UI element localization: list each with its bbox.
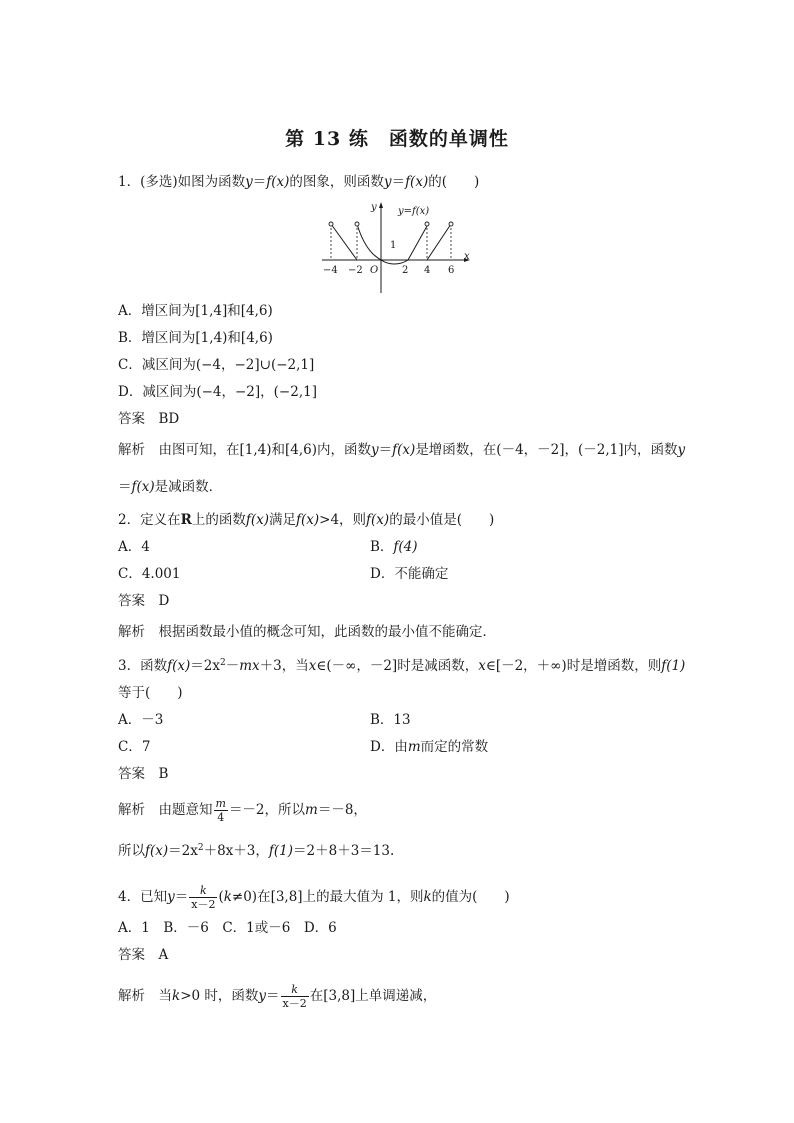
- tick-label: −4: [323, 265, 338, 276]
- q1-explanation-cont: ＝f(x)是减函数．: [118, 479, 223, 495]
- y-axis-label: y: [371, 202, 377, 213]
- fraction-k-over-x-minus-2: $\frac{k}{x-2}$: [191, 884, 216, 911]
- q2-explanation: 解析 根据函数最小值的概念可知，此函数的最小值不能确定．: [118, 624, 496, 640]
- q4-answer: 答案 A: [118, 947, 169, 963]
- q3-option-d: D．由m而定的常数: [370, 739, 489, 755]
- q2-option-c: C．4.001: [118, 566, 181, 582]
- q2-stem: 2．定义在R上的函数f(x)满足f(x)>4，则f(x)的最小值是( ): [118, 512, 495, 528]
- q2-option-b: B．f(4): [370, 539, 418, 555]
- q1-stem: 1．(多选)如图为函数y＝f(x)的图象，则函数y＝f(x)的( ): [118, 174, 480, 190]
- q2-answer: 答案 D: [118, 593, 170, 609]
- q2-option-a: A．4: [118, 539, 150, 555]
- q1-explanation: 解析 由图可知，在[1,4)和[4,6)内，函数y＝f(x)是增函数，在(－4，－2]，(－2,1]内，函数y: [118, 442, 686, 458]
- tick-label: −2: [348, 265, 363, 276]
- q1-option-a: A．增区间为[1,4]和[4,6): [118, 303, 273, 319]
- q3-stem: 3．函数$f(x)=2x^2-mx+3$，当x∈(－∞，－2]时是减函数，x∈[－2，＋∞)时是增函数，则f(1): [118, 658, 686, 674]
- q1-option-b: B．增区间为[1,4)和[4,6): [118, 330, 273, 346]
- q3-explanation-cont: 所以$f(x)=2x^2+8x+3$，f(1)＝2＋8＋3＝13.: [118, 843, 395, 859]
- function-label: y=f(x): [398, 206, 430, 217]
- q4-explanation: 解析 当k>0 时，函数y＝ $\frac{k}{x-2}$ 在[3,8]上单调递减，: [118, 983, 437, 1010]
- label-one: 1: [390, 240, 397, 251]
- function-graph: [318, 198, 478, 296]
- tick-label: 4: [424, 265, 431, 276]
- y-axis-arrow: [379, 202, 383, 208]
- q2-option-d: D．不能确定: [370, 566, 449, 582]
- q3-stem-cont: 等于( ): [118, 685, 183, 701]
- origin-label: O: [370, 265, 379, 276]
- q4-options: A．1 B．－6 C．1或－6 D．6: [118, 920, 337, 936]
- q3-option-b: B．13: [370, 712, 411, 728]
- q4-stem: 4．已知y＝ $\frac{k}{x-2}$ (k≠0)在[3,8]上的最大值为 1，则k的值为( ): [118, 884, 510, 911]
- q1-option-c: C．减区间为(−4，−2]∪(−2,1]: [118, 357, 315, 373]
- x-axis-label: x: [464, 251, 470, 262]
- q1-answer: 答案 BD: [118, 411, 180, 427]
- q3-answer: 答案 B: [118, 766, 169, 782]
- fraction-k-over-x-minus-2: $\frac{k}{x-2}$: [282, 983, 307, 1010]
- page-title: 第 13 练 函数的单调性: [285, 128, 509, 150]
- tick-label: 2: [402, 265, 409, 276]
- tick-label: 6: [448, 265, 455, 276]
- q1-option-d: D．减区间为(−4，−2]，(−2,1]: [118, 384, 317, 400]
- fraction-m-over-4: $\frac{m}{4}$: [215, 797, 226, 824]
- open-endpoints: [329, 222, 453, 226]
- q3-option-c: C．7: [118, 739, 151, 755]
- q3-option-a: A．－3: [118, 712, 164, 728]
- q3-explanation: 解析 由题意知 $\frac{m}{4}$ ＝－2，所以m＝－8，: [118, 797, 367, 824]
